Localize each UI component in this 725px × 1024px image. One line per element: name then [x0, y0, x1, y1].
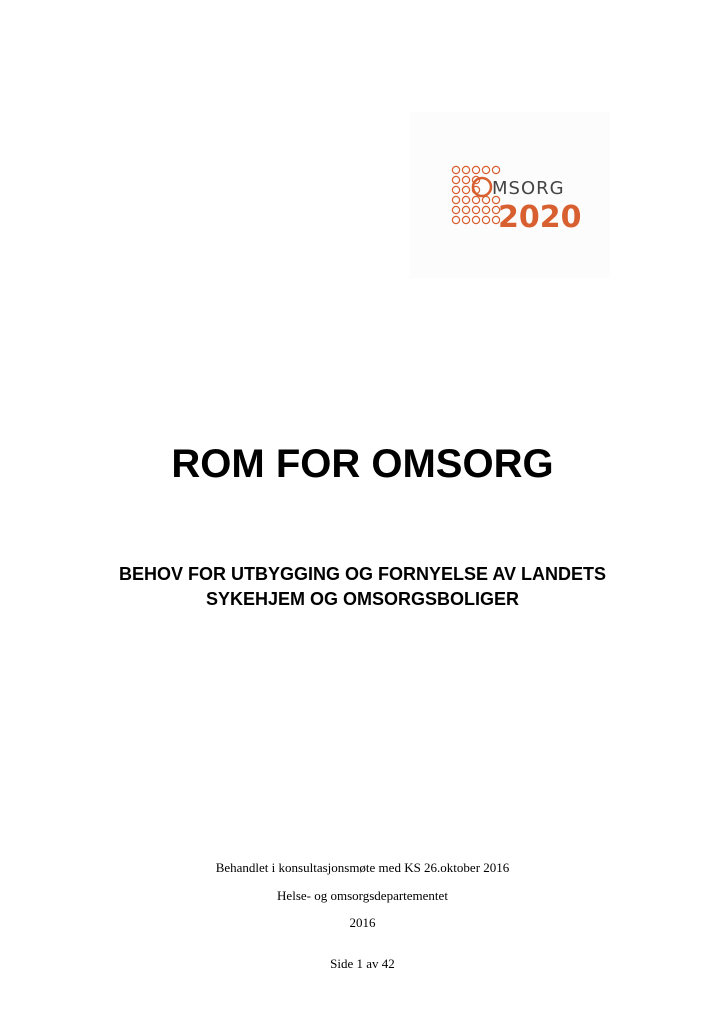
logo-dot: [462, 196, 469, 203]
logo-dot: [472, 216, 479, 223]
logo-dot: [462, 186, 469, 193]
logo-dot: [492, 166, 499, 173]
logo-dot: [462, 206, 469, 213]
logo-dot: [452, 176, 459, 183]
logo-year: 2020: [498, 200, 582, 235]
subtitle-line-1: BEHOV FOR UTBYGGING OG FORNYELSE AV LANDETS: [118, 564, 607, 584]
logo-dot: [462, 216, 469, 223]
logo-dot: [452, 186, 459, 193]
subtitle-line-2: SYKEHJEM OG OMSORGSBOLIGER: [205, 589, 520, 609]
logo-dot: [462, 176, 469, 183]
logo-dot: [472, 166, 479, 173]
logo-dot: [452, 206, 459, 213]
logo-dot: [452, 166, 459, 173]
logo-dot: [482, 166, 489, 173]
logo-graphic: [410, 112, 610, 278]
logo-dot: [482, 196, 489, 203]
page-indicator: Side 1 av 42: [330, 956, 395, 971]
document-title: ROM FOR OMSORG: [171, 442, 554, 486]
logo-dot: [482, 206, 489, 213]
publication-year: 2016: [349, 915, 376, 930]
omsorg-2020-logo: [410, 112, 610, 278]
treated-note: Behandlet i konsultasjonsmøte med KS 26.oktober 2016: [215, 860, 510, 875]
logo-word-omsorg: MSORG: [492, 178, 565, 199]
logo-dot: [482, 216, 489, 223]
department-name: Helse- og omsorgsdepartementet: [277, 888, 448, 903]
logo-dot: [472, 196, 479, 203]
logo-dot: [452, 216, 459, 223]
logo-dot: [462, 166, 469, 173]
document-subtitle: [60, 562, 665, 612]
logo-dot: [472, 206, 479, 213]
logo-dot: [452, 196, 459, 203]
